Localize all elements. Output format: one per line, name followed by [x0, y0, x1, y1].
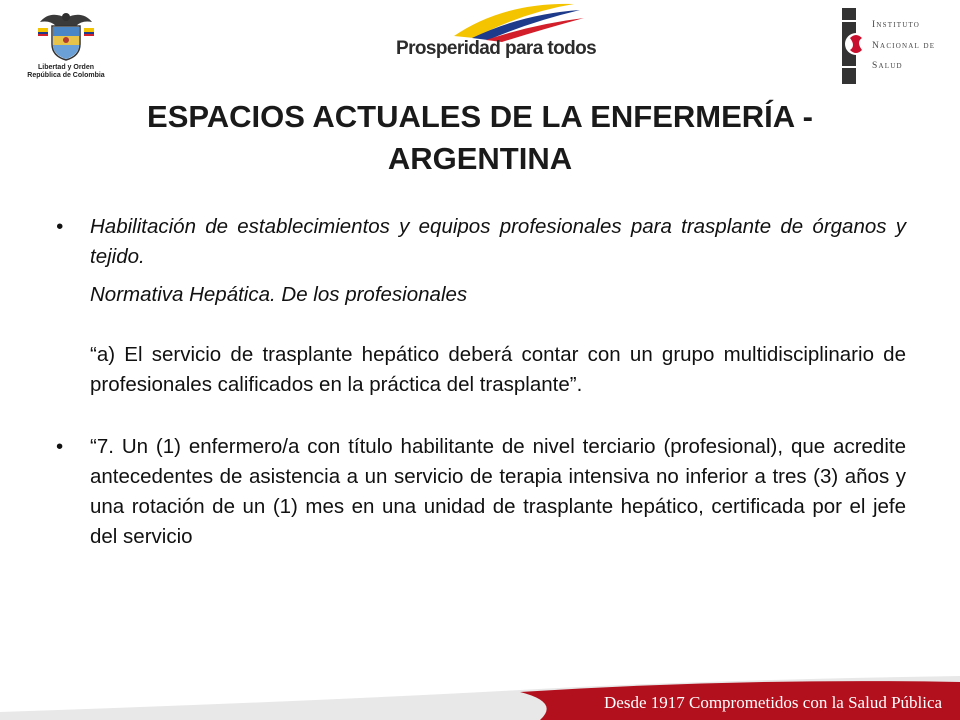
ins-line1: Instituto — [872, 20, 921, 30]
slide-content — [56, 212, 906, 552]
bullet-item-habilitacion — [56, 212, 906, 272]
title-line1: ESPACIOS ACTUALES DE LA ENFERMERÍA - — [147, 99, 813, 134]
bullet2-text: “7. Un (1) enfermero/a con título habilitante de nivel terciario (profesional), que acredite antecedentes de asistencia a un servicio de terapia intensiva no inferior a tres (3) años y una rotación de un (1) mes en una unidad de trasplante hepático, certificada por el jefe del servicio — [90, 435, 906, 548]
prosperidad-text: Prosperidad para todos — [396, 38, 597, 59]
bullet1-text: Habilitación de establecimientos y equipos profesionales para trasplante de órganos y tejido. — [90, 215, 906, 268]
bullet-item-enfermero — [56, 432, 906, 552]
subheading-normativa: Normativa Hepática. De los profesionales — [90, 283, 468, 306]
bullet-dot: • — [56, 435, 64, 458]
ins-logo — [842, 8, 952, 84]
colombia-coat-of-arms-icon — [36, 8, 96, 64]
footer-slogan: Desde 1917 Comprometidos con la Salud Pública — [604, 693, 943, 712]
ins-line3: Salud — [872, 61, 903, 71]
ins-line2: Nacional de — [872, 41, 936, 51]
slide-title — [40, 96, 920, 180]
bullet-dot: • — [56, 215, 64, 238]
motto-line2: República de Colombia — [27, 72, 105, 79]
quote-paragraph: “a) El servicio de trasplante hepático deberá contar con un grupo multidisciplinario de profesionales calificados en la práctica del trasplante”. — [90, 343, 906, 396]
colombia-government-logo — [26, 8, 106, 88]
ins-logo-icon — [842, 8, 870, 84]
footer-band — [0, 672, 960, 720]
motto-line1: Libertad y Orden — [37, 64, 94, 71]
tricolor-swoosh-icon — [384, 2, 600, 42]
prosperidad-logo — [384, 2, 600, 82]
title-line2: ARGENTINA — [387, 141, 573, 176]
